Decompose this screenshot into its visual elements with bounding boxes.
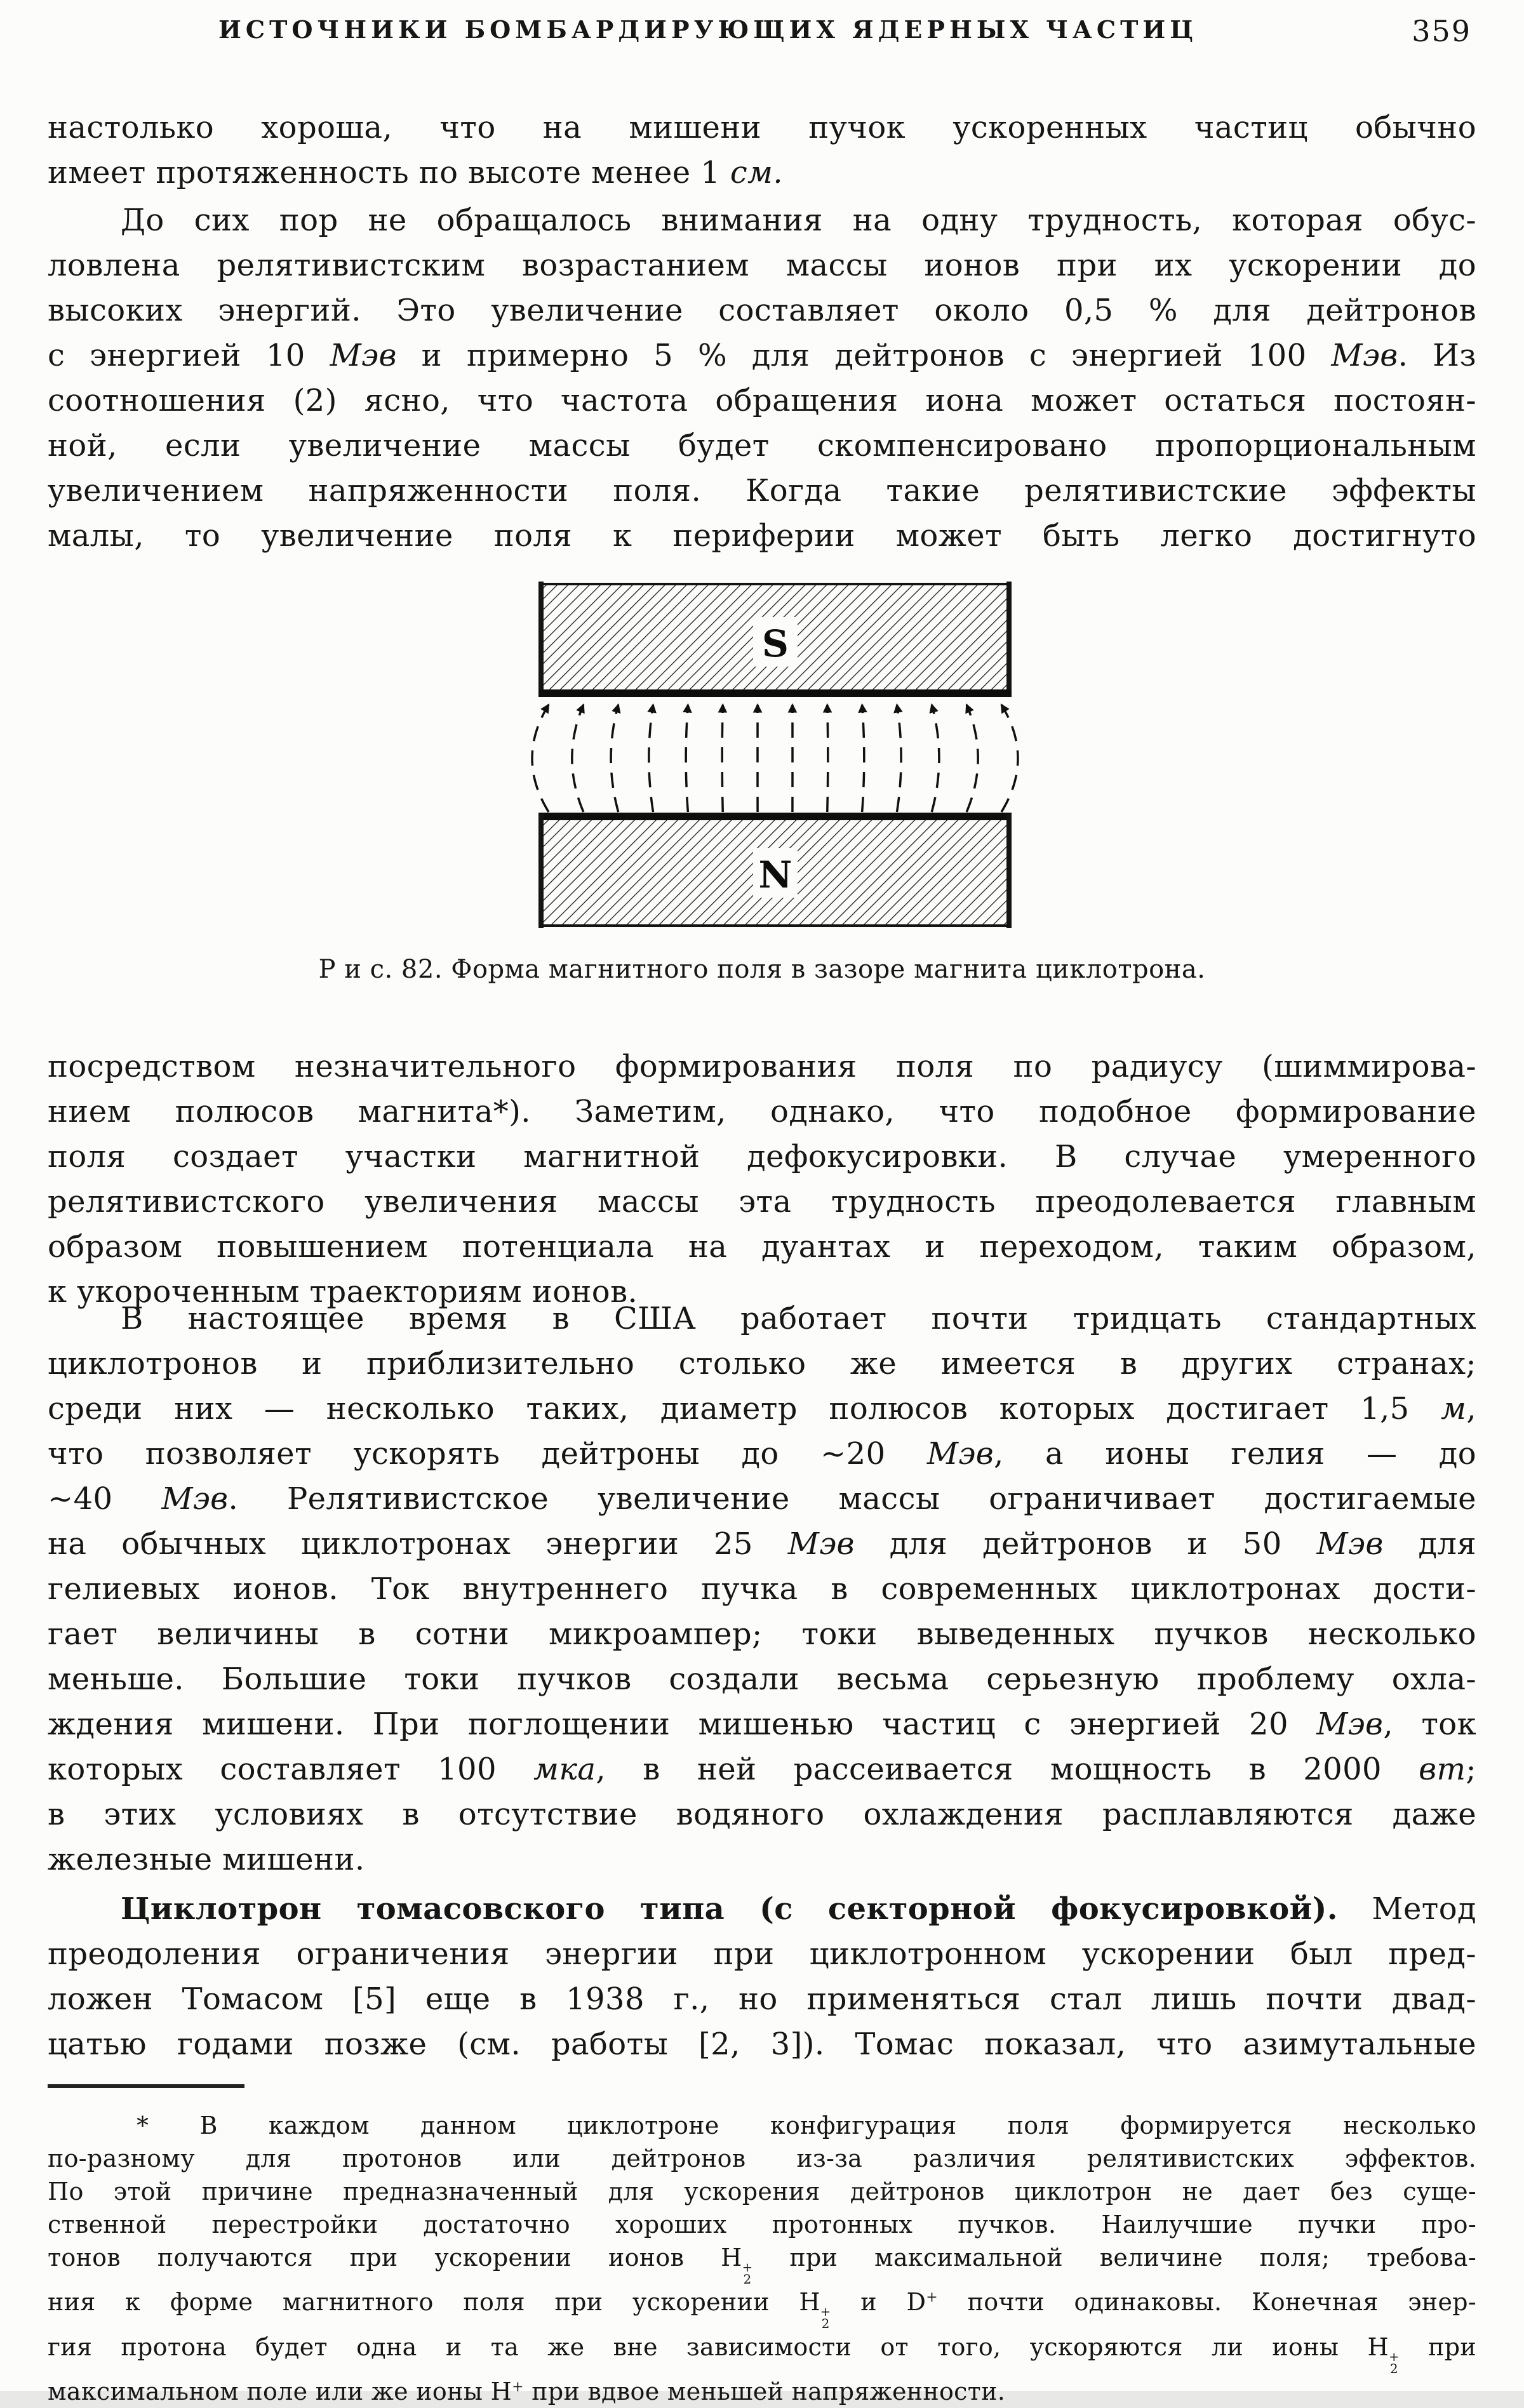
text-line: которых составляет 100 мка, в ней рассеивается мощность в 2000 вт;	[48, 1747, 1476, 1792]
text-line: ∼40 Мэв. Релятивистское увеличение массы ограничивает достигаемые	[48, 1477, 1476, 1522]
text-line: гает величины в сотни микроампер; токи выведенных пучков несколько	[48, 1612, 1476, 1657]
text-line: цатью годами позже (см. работы [2, 3]). Томас показал, что азимутальные	[48, 2022, 1476, 2067]
field-lines	[532, 705, 1018, 812]
top-pole	[538, 582, 1012, 697]
bottom-pole	[538, 813, 1012, 928]
text-line: что позволяет ускорять дейтроны до ∼20 Мэв, а ионы гелия — до	[48, 1432, 1476, 1477]
text-line: поля создает участки магнитной дефокусировки. В случае умеренного	[48, 1134, 1476, 1180]
text-line: посредством незначительного формирования поля по радиусу (шиммирова-	[48, 1044, 1476, 1089]
bottom-pole-label: N	[758, 853, 792, 896]
paragraph-cyclotrons-usa	[48, 1296, 1476, 1882]
text-line: увеличением напряженности поля. Когда такие релятивистские эффекты	[48, 469, 1476, 514]
text-line: По этой причине предназначенный для ускорения дейтронов циклотрон не дает без суще-	[48, 2175, 1476, 2208]
text-line: на обычных циклотронах энергии 25 Мэв для дейтронов и 50 Мэв для	[48, 1522, 1476, 1567]
footnote-rule	[48, 2084, 244, 2088]
text-line: ственной перестройки достаточно хороших протонных пучков. Наилучшие пучки про-	[48, 2208, 1476, 2241]
text-line: высоких энергий. Это увеличение составляет около 0,5 % для дейтронов	[48, 288, 1476, 333]
paragraph-shimming	[48, 1044, 1476, 1315]
text-line: Циклотрон томасовского типа (с секторной фокусировкой). Метод	[48, 1887, 1476, 1932]
text-line: меньше. Большие токи пучков создали весьма серьезную проблему охла-	[48, 1657, 1476, 1702]
text-line: нием полюсов магнита*). Заметим, однако, что подобное формирование	[48, 1089, 1476, 1134]
page-header	[48, 15, 1476, 53]
field-line	[611, 705, 618, 812]
field-line	[649, 705, 653, 812]
paragraph-intro	[48, 105, 1476, 196]
field-line	[1001, 705, 1018, 812]
field-line	[897, 705, 901, 812]
figure-caption: Р и с. 82. Форма магнитного поля в зазоре магнита циклотрона.	[48, 955, 1476, 984]
text-line: малы, то увеличение поля к периферии может быть легко достигнуто	[48, 514, 1476, 559]
top-pole-face	[538, 689, 1012, 697]
paragraph-relativistic-mass	[48, 198, 1476, 559]
running-head-title: ИСТОЧНИКИ БОМБАРДИРУЮЩИХ ЯДЕРНЫХ ЧАСТИЦ	[48, 15, 1368, 44]
text-line: ложен Томасом [5] еще в 1938 г., но применяться стал лишь почти двад-	[48, 1977, 1476, 2022]
text-line: До сих пор не обращалось внимания на одну трудность, которая обус-	[48, 198, 1476, 243]
text-line: в этих условиях в отсутствие водяного охлаждения расплавляются даже	[48, 1792, 1476, 1837]
text-line: ной, если увеличение массы будет скомпенсировано пропорциональным	[48, 423, 1476, 469]
text-line: гелиевых ионов. Ток внутреннего пучка в современных циклотронах дости-	[48, 1567, 1476, 1612]
text-line: железные мишени.	[48, 1837, 1476, 1882]
text-line: ловлена релятивистским возрастанием массы ионов при их ускорении до	[48, 243, 1476, 288]
text-line: к укороченным траекториям ионов.	[48, 1270, 1476, 1315]
text-line: циклотронов и приблизительно столько же имеется в других странах;	[48, 1341, 1476, 1387]
text-line: преодоления ограничения энергии при циклотронном ускорении был пред-	[48, 1932, 1476, 1977]
text-line: гия протона будет одна и та же вне зависимости от того, ускоряются ли ионы H + 2 при	[48, 2331, 1476, 2375]
field-line	[932, 705, 939, 812]
text-line: с энергией 10 Мэв и примерно 5 % для дейтронов с энергией 100 Мэв. Из	[48, 333, 1476, 378]
field-line	[686, 705, 688, 812]
text-line: по-разному для протонов или дейтронов из-за различия релятивистских эффектов.	[48, 2142, 1476, 2175]
text-line: максимальном поле или же ионы H+ при вдвое меньшей напряженности.	[48, 2375, 1476, 2408]
field-line	[722, 705, 723, 812]
text-line: ния к форме магнитного поля при ускорении H + 2 и D+ почти одинаковы. Конечная энер-	[48, 2285, 1476, 2330]
text-line: имеет протяженность по высоте менее 1 см.	[48, 150, 1476, 196]
text-line: соотношения (2) ясно, что частота обращения иона может остаться постоян-	[48, 378, 1476, 423]
field-line	[827, 705, 828, 812]
field-line	[532, 705, 549, 812]
figure-82	[538, 582, 1012, 928]
field-line	[572, 705, 584, 812]
text-line: тонов получаются при ускорении ионов H + 2 при максимальной величине поля; требова-	[48, 2241, 1476, 2285]
text-line: В настоящее время в США работает почти тридцать стандартных	[48, 1296, 1476, 1341]
text-line: среди них — несколько таких, диаметр полюсов которых достигает 1,5 м,	[48, 1387, 1476, 1432]
text-line: ждения мишени. При поглощении мишенью частиц с энергией 20 Мэв, ток	[48, 1702, 1476, 1747]
cyclotron-figure-svg	[538, 582, 1012, 928]
text-line: настолько хороша, что на мишени пучок ускоренных частиц обычно	[48, 105, 1476, 150]
field-line	[862, 705, 864, 812]
text-line: релятивистского увеличения массы эта трудность преодолевается главным	[48, 1180, 1476, 1225]
field-line	[966, 705, 978, 812]
page-number: 359	[1412, 14, 1471, 48]
bottom-pole-face	[538, 813, 1012, 820]
footnote	[48, 2109, 1476, 2408]
text-line: * В каждом данном циклотроне конфигурация поля формируется несколько	[48, 2109, 1476, 2142]
text-line: образом повышением потенциала на дуантах и переходом, таким образом,	[48, 1225, 1476, 1270]
paragraph-thomas-cyclotron	[48, 1887, 1476, 2067]
top-pole-label: S	[762, 622, 789, 665]
